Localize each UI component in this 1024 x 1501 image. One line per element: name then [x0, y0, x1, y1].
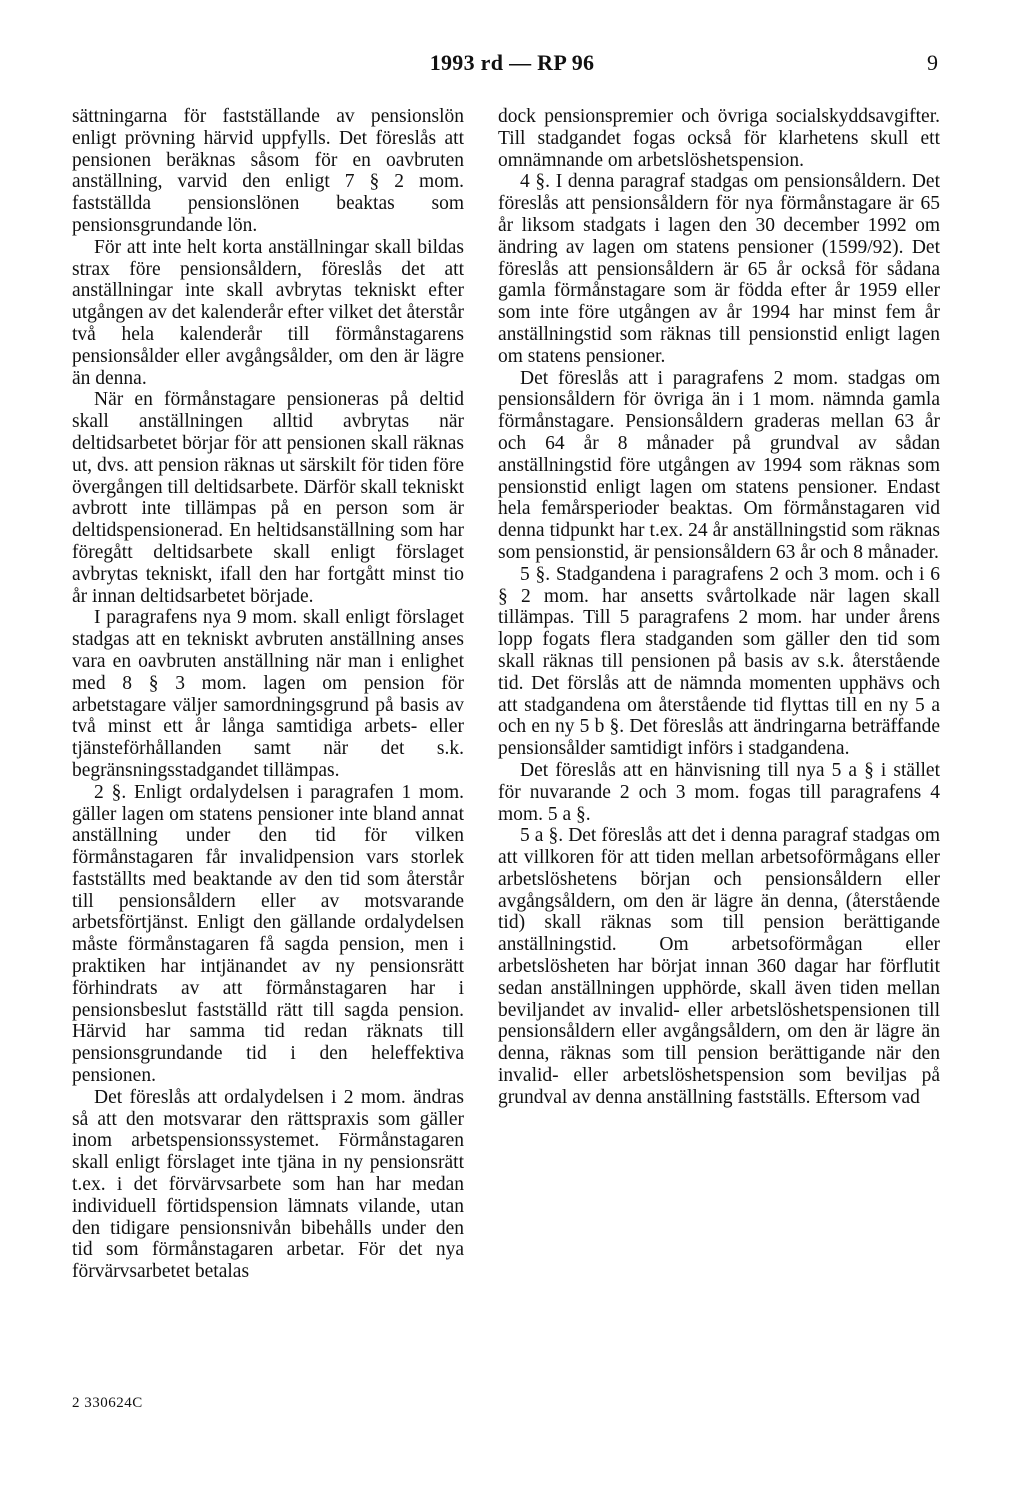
paragraph: sättningarna för fastställande av pensionslön enligt prövning härvid uppfylls. Det föreslås att pensionen beräknas såsom för en oavbruten anställning, varvid den enligt 7 § 2 mom. fastställda pensionslönen beaktas som pensionsgrundande lön. [72, 106, 464, 236]
paragraph: dock pensionspremier och övriga socialskyddsavgifter. Till stadgandet fogas också för klarhetens skull ett omnämnande om arbetslöshetspension. [498, 106, 940, 171]
paragraph: Det föreslås att ordalydelsen i 2 mom. ändras så att den motsvarar den rättspraxis som gäller inom arbetspensionssystemet. Förmånstagaren skall enligt förslaget inte tjäna in ny pensionsrätt t.ex. i det förvärvsarbete som han har medan individuell förtidspension lämnats vilande, utan den tidigare pensionsnivån bibehålls under den tid som förmånstagaren arbetar. För det nya förvärvsarbetet betalas [72, 1086, 464, 1283]
paragraph: När en förmånstagare pensioneras på deltid skall anställningen alltid avbrytas när deltidsarbetet börjar för att pensionen skall räknas ut, dvs. att pension räknas ut särskilt för tiden före övergången till deltidsarbete. Därför skall tekniskt avbrott inte tillämpas på en person som är deltidspensionerad. En heltidsanställning som har föregått deltidsarbete skall enligt förslaget avbrytas tekniskt, ifall den har fortgått minst tio år innan deltidsarbetet började. [72, 389, 464, 607]
paragraph: I paragrafens nya 9 mom. skall enligt förslaget stadgas att en tekniskt avbruten anställning anses vara en oavbruten anställning när man i enlighet med 8 § 3 mom. lagen om pension för arbetstagare väljer samordningsgrund på basis av två minst ett år långa samtidiga arbets- eller tjänsteförhållanden samt när det s.k. begränsningsstadgandet tillämpas. [72, 607, 464, 781]
page-number: 9 [927, 50, 938, 75]
paragraph: 2 §. Enligt ordalydelsen i paragrafen 1 mom. gäller lagen om statens pensioner inte bland annat anställning under den tid för vilken förmånstagaren får invalidpension vars storlek fastställts med beaktande av den tid som återstår till pensionsåldern eller av motsvarande arbetsförtjänst. Enligt den gällande ordalydelsen måste förmånstagaren få sagda pension, men i praktiken har intjänandet av ny pensionsrätt förhindrats av att förmånstagaren har i pensionsbeslut fastställd rätt till sagda pension. Härvid har samma tid redan räknats till pensionsgrundande tid i den heleffektiva pensionen. [72, 781, 464, 1087]
paragraph: 5 §. Stadgandena i paragrafens 2 och 3 mom. och i 6 § 2 mom. har ansetts svårtolkade när lagen skall tillämpas. Till 5 paragrafens 2 mom. har under årens lopp fogats flera stadganden som gäller den tid som skall räknas till pensionen på basis av s.k. återstående tid. Det förslås att de nämnda momenten upphävs och att stadgandena om återstående tid flyttas till en ny 5 a och en ny 5 b §. Det föreslås att ändringarna beträffande pensionsålder samtidigt införs i stadgandena. [498, 563, 940, 760]
paragraph: 4 §. I denna paragraf stadgas om pensionsåldern. Det föreslås att pensionsåldern för nya förmånstagare är 65 år liksom stadgats i lagen den 30 december 1992 om ändring av lagen om statens pensioner (1599/92). Det föreslås att pensionsåldern är 65 år också för sådana gamla förmånstagare som är födda efter år 1959 eller som inte före utgången av år 1994 har minst fem år anställningstid som räknas till pensionstid enligt lagen om statens pensioner. [498, 171, 940, 367]
paragraph: För att inte helt korta anställningar skall bildas strax före pensionsåldern, föreslås det att anställningar inte skall avbrytas tekniskt efter utgången av det kalenderår efter vilket det återstår två hela kalenderår till förmånstagarens pensionsålder eller avgångsålder, om den är lägre än denna. [72, 236, 464, 389]
right-text-column [498, 106, 940, 1109]
paragraph: Det föreslås att i paragrafens 2 mom. stadgas om pensionsåldern för övriga än i 1 mom. nämnda gamla förmånstagare. Pensionsåldern graderas mellan 63 år och 64 år 8 månader på grundval av sådan anställningstid före utgången av 1994 som räknas som pensionstid enligt lagen om statens pensioner. Endast hela femårsperioder beaktas. Om förmånstagaren vid denna tidpunkt har t.ex. 24 år anställningstid som räknas som pensionstid, är pensionsåldern 63 år och 8 månader. [498, 367, 940, 563]
running-header-title: 1993 rd — RP 96 [429, 50, 595, 75]
paragraph: 5 a §. Det föreslås att det i denna paragraf stadgas om att villkoren för att tiden mellan arbetsoförmågans eller arbetslöshetens början och pensionsåldern eller avgångsåldern, om den är lägre än denna, (återstående tid) skall räknas som till pension berättigande anställningstid. Om arbetsoförmågan eller arbetslösheten har börjat innan 360 dagar har förflutit sedan anställningen upphörde, skall även tiden mellan beviljandet av invalid- eller arbetslöshetspensionen till pensionsåldern eller avgångsåldern, om den är lägre än denna, räknas som till pension berättigande när den invalid- eller arbetslöshetspension som beviljas på grundval av denna anställning fastställs. Eftersom vad [498, 825, 940, 1108]
paragraph: Det föreslås att en hänvisning till nya 5 a § i stället för nuvarande 2 och 3 mom. fogas till paragrafens 4 mom. 5 a §. [498, 759, 940, 825]
print-code: 2 330624C [72, 1395, 143, 1411]
left-text-column [72, 106, 464, 1283]
page-header [0, 50, 1024, 82]
